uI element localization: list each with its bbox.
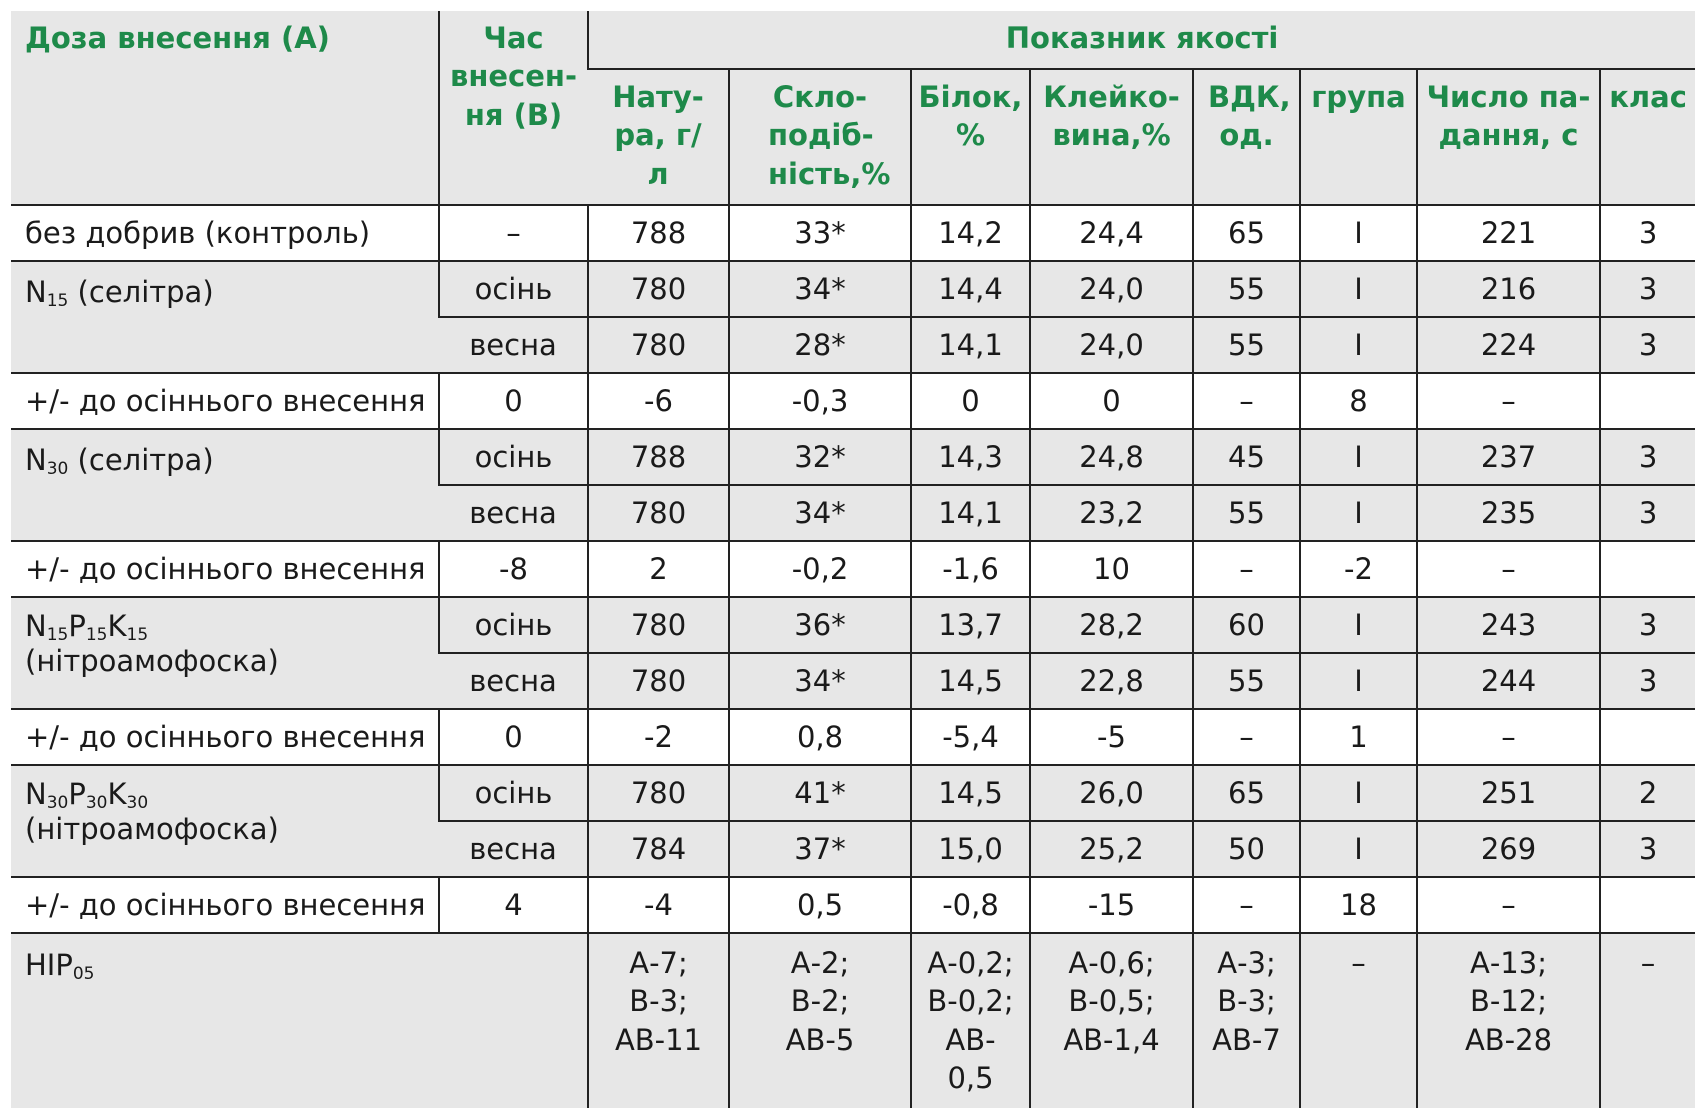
row-label-diff: +/- до осіннього внесення <box>11 541 439 597</box>
table-cell: 24,0 <box>1030 261 1193 317</box>
table-cell: 2 <box>588 541 729 597</box>
hir-klas: – <box>1600 933 1695 1108</box>
table-cell: 269 <box>1417 821 1600 877</box>
table-cell: – <box>439 205 588 261</box>
table-cell: 41* <box>729 765 911 821</box>
table-cell: – <box>1193 373 1300 429</box>
header-sklo: Скло-подіб-ність,% <box>729 69 911 205</box>
table-cell: 24,0 <box>1030 317 1193 373</box>
table-cell: 14,2 <box>911 205 1030 261</box>
table-cell: 2 <box>1600 765 1695 821</box>
table-cell: 45 <box>1193 429 1300 485</box>
table-cell: 14,4 <box>911 261 1030 317</box>
table-cell: – <box>1417 877 1600 933</box>
table-cell: І <box>1300 821 1417 877</box>
table-cell: 3 <box>1600 821 1695 877</box>
table-cell: 237 <box>1417 429 1600 485</box>
row-label-n30: $N_{30}$ (селітра) <box>11 429 439 541</box>
table-cell: 784 <box>588 821 729 877</box>
table-cell: осінь <box>439 765 588 821</box>
table-row-npk15-diff <box>11 709 1695 765</box>
table-cell: – <box>1417 541 1600 597</box>
header-time: Час внесен-ня (В) <box>439 11 588 205</box>
table-cell: 14,3 <box>911 429 1030 485</box>
table-cell: 780 <box>588 317 729 373</box>
table-cell: осінь <box>439 429 588 485</box>
table-row-n30-diff <box>11 541 1695 597</box>
table-cell: -6 <box>588 373 729 429</box>
table-cell: 780 <box>588 597 729 653</box>
table-cell: І <box>1300 597 1417 653</box>
table-cell <box>1600 877 1695 933</box>
table-cell: 3 <box>1600 653 1695 709</box>
table-cell: І <box>1300 765 1417 821</box>
header-chyslo: Число па-дання, с <box>1417 69 1600 205</box>
table-cell: 14,1 <box>911 485 1030 541</box>
table-cell: 3 <box>1600 317 1695 373</box>
table-cell: 28* <box>729 317 911 373</box>
hir-grupa: – <box>1300 933 1417 1108</box>
table-cell: 50 <box>1193 821 1300 877</box>
table-row-n30-autumn <box>11 429 1695 485</box>
table-cell: 24,8 <box>1030 429 1193 485</box>
table-cell: -0,3 <box>729 373 911 429</box>
table-cell: 60 <box>1193 597 1300 653</box>
table-row-npk15-autumn <box>11 597 1695 653</box>
table-cell: весна <box>439 653 588 709</box>
table-cell: 28,2 <box>1030 597 1193 653</box>
hir-vdk: А-3; В-3; АВ-7 <box>1193 933 1300 1108</box>
table-cell: 65 <box>1193 205 1300 261</box>
table-cell: І <box>1300 653 1417 709</box>
quality-table <box>11 11 1695 1108</box>
table-row-control <box>11 205 1695 261</box>
table-cell: 244 <box>1417 653 1600 709</box>
table-cell: – <box>1417 373 1600 429</box>
table-cell <box>1600 373 1695 429</box>
table-cell: -2 <box>1300 541 1417 597</box>
table-cell: 0,5 <box>729 877 911 933</box>
table-cell: 780 <box>588 653 729 709</box>
table-cell: 221 <box>1417 205 1600 261</box>
hir-sklo: А-2; В-2; АВ-5 <box>729 933 911 1108</box>
row-label-npk30: $N_{30}P_{30}K_{30}$ (нітроамофоска) <box>11 765 439 877</box>
table-cell: І <box>1300 429 1417 485</box>
table-cell: -0,8 <box>911 877 1030 933</box>
table-cell: 3 <box>1600 485 1695 541</box>
table-cell: осінь <box>439 597 588 653</box>
table-cell: І <box>1300 261 1417 317</box>
table-cell: 0 <box>439 373 588 429</box>
table-cell: 55 <box>1193 261 1300 317</box>
table-row-n15-diff <box>11 373 1695 429</box>
table-cell: весна <box>439 485 588 541</box>
table-cell: 4 <box>439 877 588 933</box>
hir-bilok: А-0,2; В-0,2; АВ- 0,5 <box>911 933 1030 1108</box>
table-cell: -5 <box>1030 709 1193 765</box>
table-cell: 36* <box>729 597 911 653</box>
table-cell: 1 <box>1300 709 1417 765</box>
table-cell: – <box>1193 877 1300 933</box>
table-cell: осінь <box>439 261 588 317</box>
table-cell: -1,6 <box>911 541 1030 597</box>
table-cell: І <box>1300 205 1417 261</box>
header-dose: Доза внесення (А) <box>11 11 439 205</box>
header-vdk: ВДК, од. <box>1193 69 1300 205</box>
table-cell: 18 <box>1300 877 1417 933</box>
table-cell: І <box>1300 485 1417 541</box>
table-cell: 34* <box>729 261 911 317</box>
row-label-diff: +/- до осіннього внесення <box>11 373 439 429</box>
table-cell: 55 <box>1193 653 1300 709</box>
hir-kleikovyna: А-0,6; В-0,5; АВ-1,4 <box>1030 933 1193 1108</box>
table-cell <box>1600 709 1695 765</box>
table-cell: 55 <box>1193 317 1300 373</box>
table-cell: 55 <box>1193 485 1300 541</box>
header-klas: клас <box>1600 69 1695 205</box>
header-row-top <box>11 11 1695 69</box>
table-row-npk30-diff <box>11 877 1695 933</box>
table-cell: 0 <box>911 373 1030 429</box>
table-cell: -5,4 <box>911 709 1030 765</box>
table-cell: -2 <box>588 709 729 765</box>
table-cell: 3 <box>1600 429 1695 485</box>
header-quality: Показник якості <box>588 11 1695 69</box>
table-cell: 3 <box>1600 205 1695 261</box>
table-cell: 0 <box>1030 373 1193 429</box>
hir-natura: А-7; В-3; АВ-11 <box>588 933 729 1108</box>
table-cell: 8 <box>1300 373 1417 429</box>
table-cell <box>1600 541 1695 597</box>
table-cell: 26,0 <box>1030 765 1193 821</box>
table-cell: -8 <box>439 541 588 597</box>
table-cell: 14,1 <box>911 317 1030 373</box>
table-row-hir <box>11 933 1695 1108</box>
table-cell: 32* <box>729 429 911 485</box>
table-cell: – <box>1193 541 1300 597</box>
table-cell: 65 <box>1193 765 1300 821</box>
table-cell: 3 <box>1600 261 1695 317</box>
row-label-diff: +/- до осіннього внесення <box>11 709 439 765</box>
table-row-n15-autumn <box>11 261 1695 317</box>
header-bilok: Білок, % <box>911 69 1030 205</box>
table-cell: 243 <box>1417 597 1600 653</box>
table-cell: 788 <box>588 429 729 485</box>
row-label-hir: $НІР_{05}$ <box>11 933 588 1108</box>
table-cell: – <box>1193 709 1300 765</box>
table-cell: 235 <box>1417 485 1600 541</box>
hir-chyslo: А-13; В-12; АВ-28 <box>1417 933 1600 1108</box>
header-kleikovyna: Клейко-вина,% <box>1030 69 1193 205</box>
table-cell: 224 <box>1417 317 1600 373</box>
table-cell: 13,7 <box>911 597 1030 653</box>
table-cell: 780 <box>588 765 729 821</box>
header-grupa: група <box>1300 69 1417 205</box>
table-cell: 14,5 <box>911 653 1030 709</box>
table-cell: 3 <box>1600 597 1695 653</box>
table-cell: 33* <box>729 205 911 261</box>
table-cell: 24,4 <box>1030 205 1193 261</box>
table-cell: І <box>1300 317 1417 373</box>
row-label-control: без добрив (контроль) <box>11 205 439 261</box>
table-cell: 251 <box>1417 765 1600 821</box>
table-cell: 0 <box>439 709 588 765</box>
table-cell: 25,2 <box>1030 821 1193 877</box>
table-cell: 34* <box>729 485 911 541</box>
header-natura: Нату-ра, г/л <box>588 69 729 205</box>
table-cell: 34* <box>729 653 911 709</box>
row-label-npk15: $N_{15}P_{15}K_{15}$ (нітроамофоска) <box>11 597 439 709</box>
table-cell: 14,5 <box>911 765 1030 821</box>
row-label-n15: $N_{15}$ (селітра) <box>11 261 439 373</box>
table-cell: 780 <box>588 261 729 317</box>
table-cell: 15,0 <box>911 821 1030 877</box>
table-cell: -15 <box>1030 877 1193 933</box>
table-cell: весна <box>439 821 588 877</box>
table-cell: 22,8 <box>1030 653 1193 709</box>
table-cell: 23,2 <box>1030 485 1193 541</box>
table-cell: -4 <box>588 877 729 933</box>
table-cell: – <box>1417 709 1600 765</box>
table-cell: 10 <box>1030 541 1193 597</box>
table-cell: 788 <box>588 205 729 261</box>
table-cell: весна <box>439 317 588 373</box>
row-label-diff: +/- до осіннього внесення <box>11 877 439 933</box>
table-cell: 216 <box>1417 261 1600 317</box>
table-row-npk30-autumn <box>11 765 1695 821</box>
table-cell: -0,2 <box>729 541 911 597</box>
table-cell: 37* <box>729 821 911 877</box>
table-cell: 0,8 <box>729 709 911 765</box>
table-cell: 780 <box>588 485 729 541</box>
